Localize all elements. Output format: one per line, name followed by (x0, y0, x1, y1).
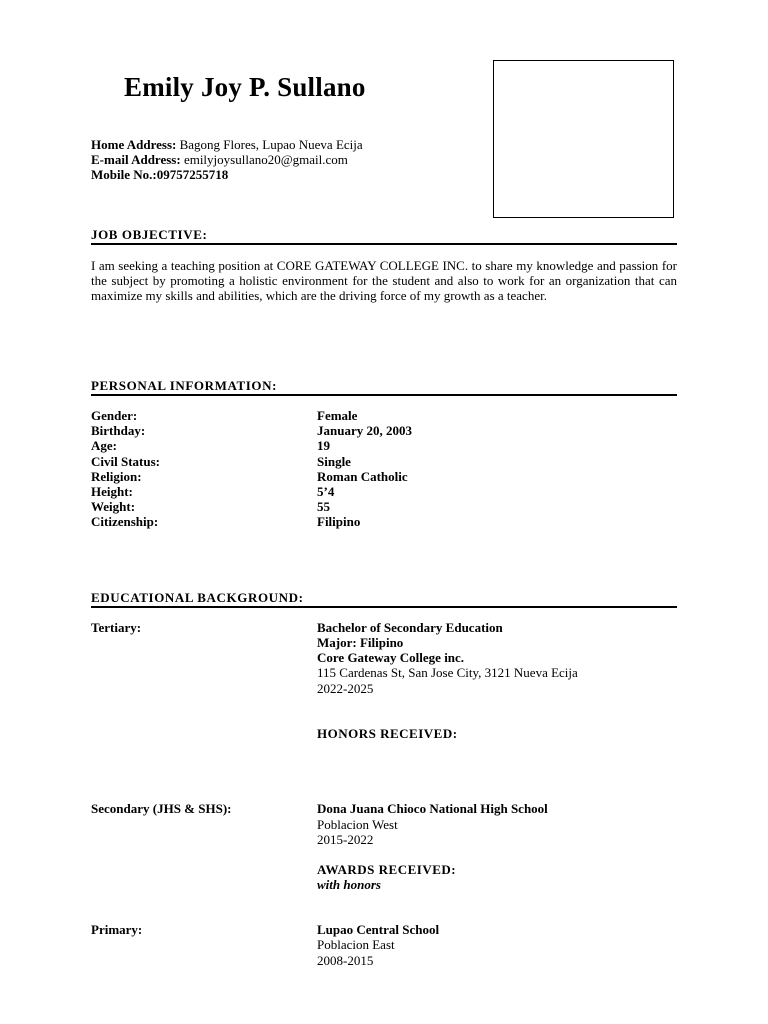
info-label: Civil Status: (91, 454, 160, 469)
info-value: Single (317, 454, 351, 469)
job-objective-text: I am seeking a teaching position at CORE GATEWAY COLLEGE INC. to share my knowledge and passion for the subject by promoting a holistic environment for the student and also to work for an organization that can maximize my skills and abilities, which are the driving force of my growth as a teacher. (91, 258, 677, 304)
info-label: Gender: (91, 408, 138, 423)
info-value: 5’4 (317, 484, 335, 499)
tertiary-label: Tertiary: (91, 620, 142, 635)
secondary-years: 2015-2022 (317, 832, 374, 847)
home-address-value: Bagong Flores, Lupao Nueva Ecija (179, 137, 363, 152)
personal-information-heading: PERSONAL INFORMATION: (91, 378, 677, 396)
primary-years: 2008-2015 (317, 953, 374, 968)
info-label: Height: (91, 484, 133, 499)
honors-received-heading: HONORS RECEIVED: (317, 726, 458, 741)
info-label: Age: (91, 438, 117, 453)
secondary-school: Dona Juana Chioco National High School (317, 801, 548, 816)
tertiary-major: Major: Filipino (317, 635, 404, 650)
home-address-label: Home Address: (91, 137, 177, 152)
email-line (91, 152, 348, 167)
award-item: with honors (317, 877, 381, 892)
primary-school: Lupao Central School (317, 922, 440, 937)
info-label: Weight: (91, 499, 136, 514)
info-value: January 20, 2003 (317, 423, 412, 438)
educational-background-heading: EDUCATIONAL BACKGROUND: (91, 590, 677, 608)
info-label: Birthday: (91, 423, 146, 438)
tertiary-degree: Bachelor of Secondary Education (317, 620, 503, 635)
mobile-line (91, 167, 228, 182)
applicant-name: Emily Joy P. Sullano (124, 72, 366, 102)
tertiary-school: Core Gateway College inc. (317, 650, 465, 665)
photo-placeholder (493, 60, 674, 218)
info-value: Female (317, 408, 358, 423)
mobile-value: 09757255718 (156, 167, 229, 182)
info-label: Religion: (91, 469, 142, 484)
job-objective-heading: JOB OBJECTIVE: (91, 227, 677, 245)
info-label: Citizenship: (91, 514, 159, 529)
info-value: Filipino (317, 514, 361, 529)
home-address-line (91, 137, 363, 152)
info-value: 55 (317, 499, 330, 514)
tertiary-address: 115 Cardenas St, San Jose City, 3121 Nueva Ecija (317, 665, 578, 680)
tertiary-years: 2022-2025 (317, 681, 374, 696)
email-label: E-mail Address: (91, 152, 181, 167)
info-value: Roman Catholic (317, 469, 408, 484)
primary-address: Poblacion East (317, 937, 395, 952)
email-value: emilyjoysullano20@gmail.com (183, 152, 348, 167)
primary-label: Primary: (91, 922, 143, 937)
secondary-address: Poblacion West (317, 817, 398, 832)
mobile-label: Mobile No.: (91, 167, 157, 182)
secondary-label: Secondary (JHS & SHS): (91, 801, 232, 816)
awards-received-heading: AWARDS RECEIVED: (317, 862, 457, 877)
info-value: 19 (317, 438, 330, 453)
